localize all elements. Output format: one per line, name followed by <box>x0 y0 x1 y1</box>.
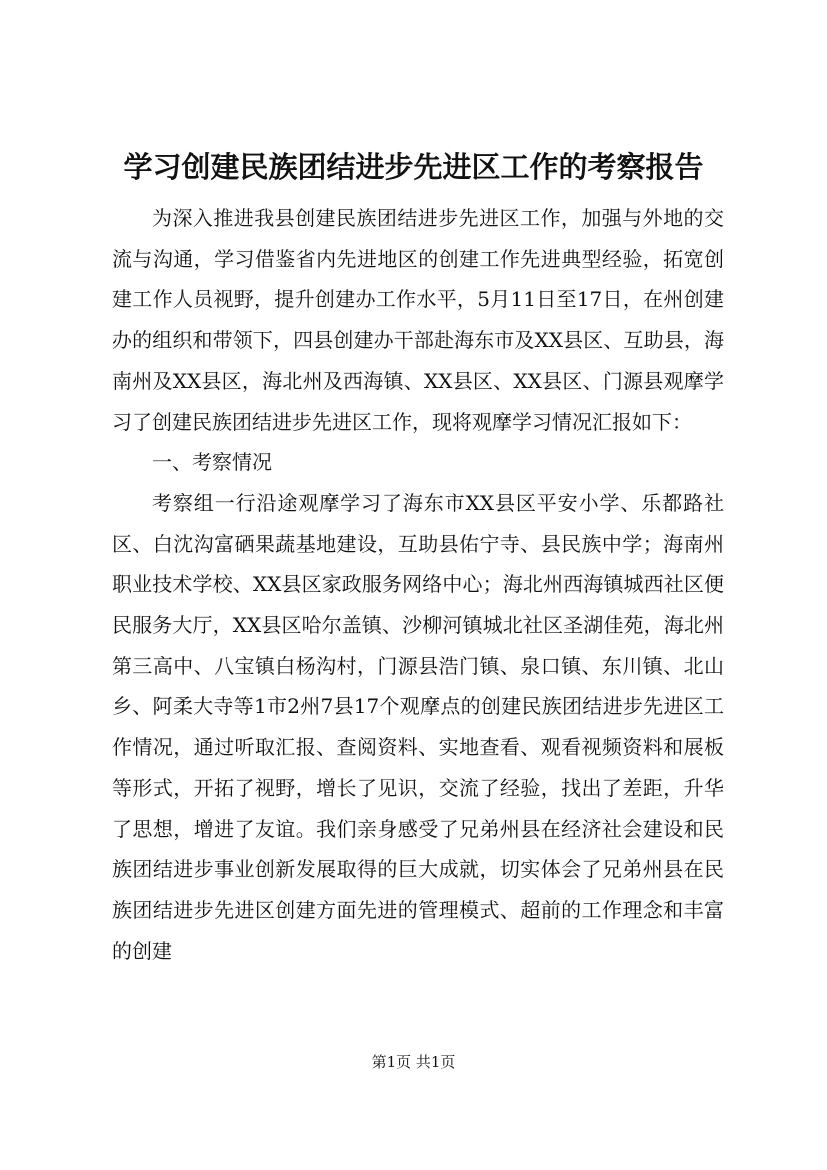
page-number: 第1页 共1页 <box>371 1053 456 1071</box>
document-title: 学习创建民族团结进步先进区工作的考察报告 <box>123 150 704 184</box>
document-body <box>112 198 724 971</box>
intro-paragraph: 为深入推进我县创建民族团结进步先进区工作，加强与外地的交流与沟通，学习借鉴省内先进地区的创建工作先进典型经验，拓宽创建工作人员视野，提升创建办工作水平，5月11日至17日，在州创建办的组织和带领下，四县创建办干部赴海东市及XX县区、互助县，海南州及XX县区，海北州及西海镇、XX县区、XX县区、门源县观摩学习了创建民族团结进步先进区工作，现将观摩学习情况汇报如下： <box>112 206 724 434</box>
section-heading: 一、考察情况 <box>152 450 272 475</box>
section-paragraph: 考察组一行沿途观摩学习了海东市XX县区平安小学、乐都路社区、白沈沟富硒果蔬基地建设，互助县佑宁寺、县民族中学；海南州职业技术学校、XX县区家政服务网络中心；海北州西海镇城西社区便民服务大厅，XX县区哈尔盖镇、沙柳河镇城北社区圣湖佳苑，海北州第三高中、八宝镇白杨沟村，门源县浩门镇、泉口镇、东川镇、北山乡、阿柔大寺等1市2州7县17个观摩点的创建民族团结进步先进区工作情况，通过听取汇报、查阅资料、实地查看、观看视频资料和展板等形式，开拓了视野，增长了见识，交流了经验，找出了差距，升华了思想，增进了友谊。我们亲身感受了兄弟州县在经济社会建设和民族团结进步事业创新发展取得的巨大成就，切实体会了兄弟州县在民族团结进步先进区创建方面先进的管理模式、超前的工作理念和丰富的创建 <box>112 490 724 963</box>
